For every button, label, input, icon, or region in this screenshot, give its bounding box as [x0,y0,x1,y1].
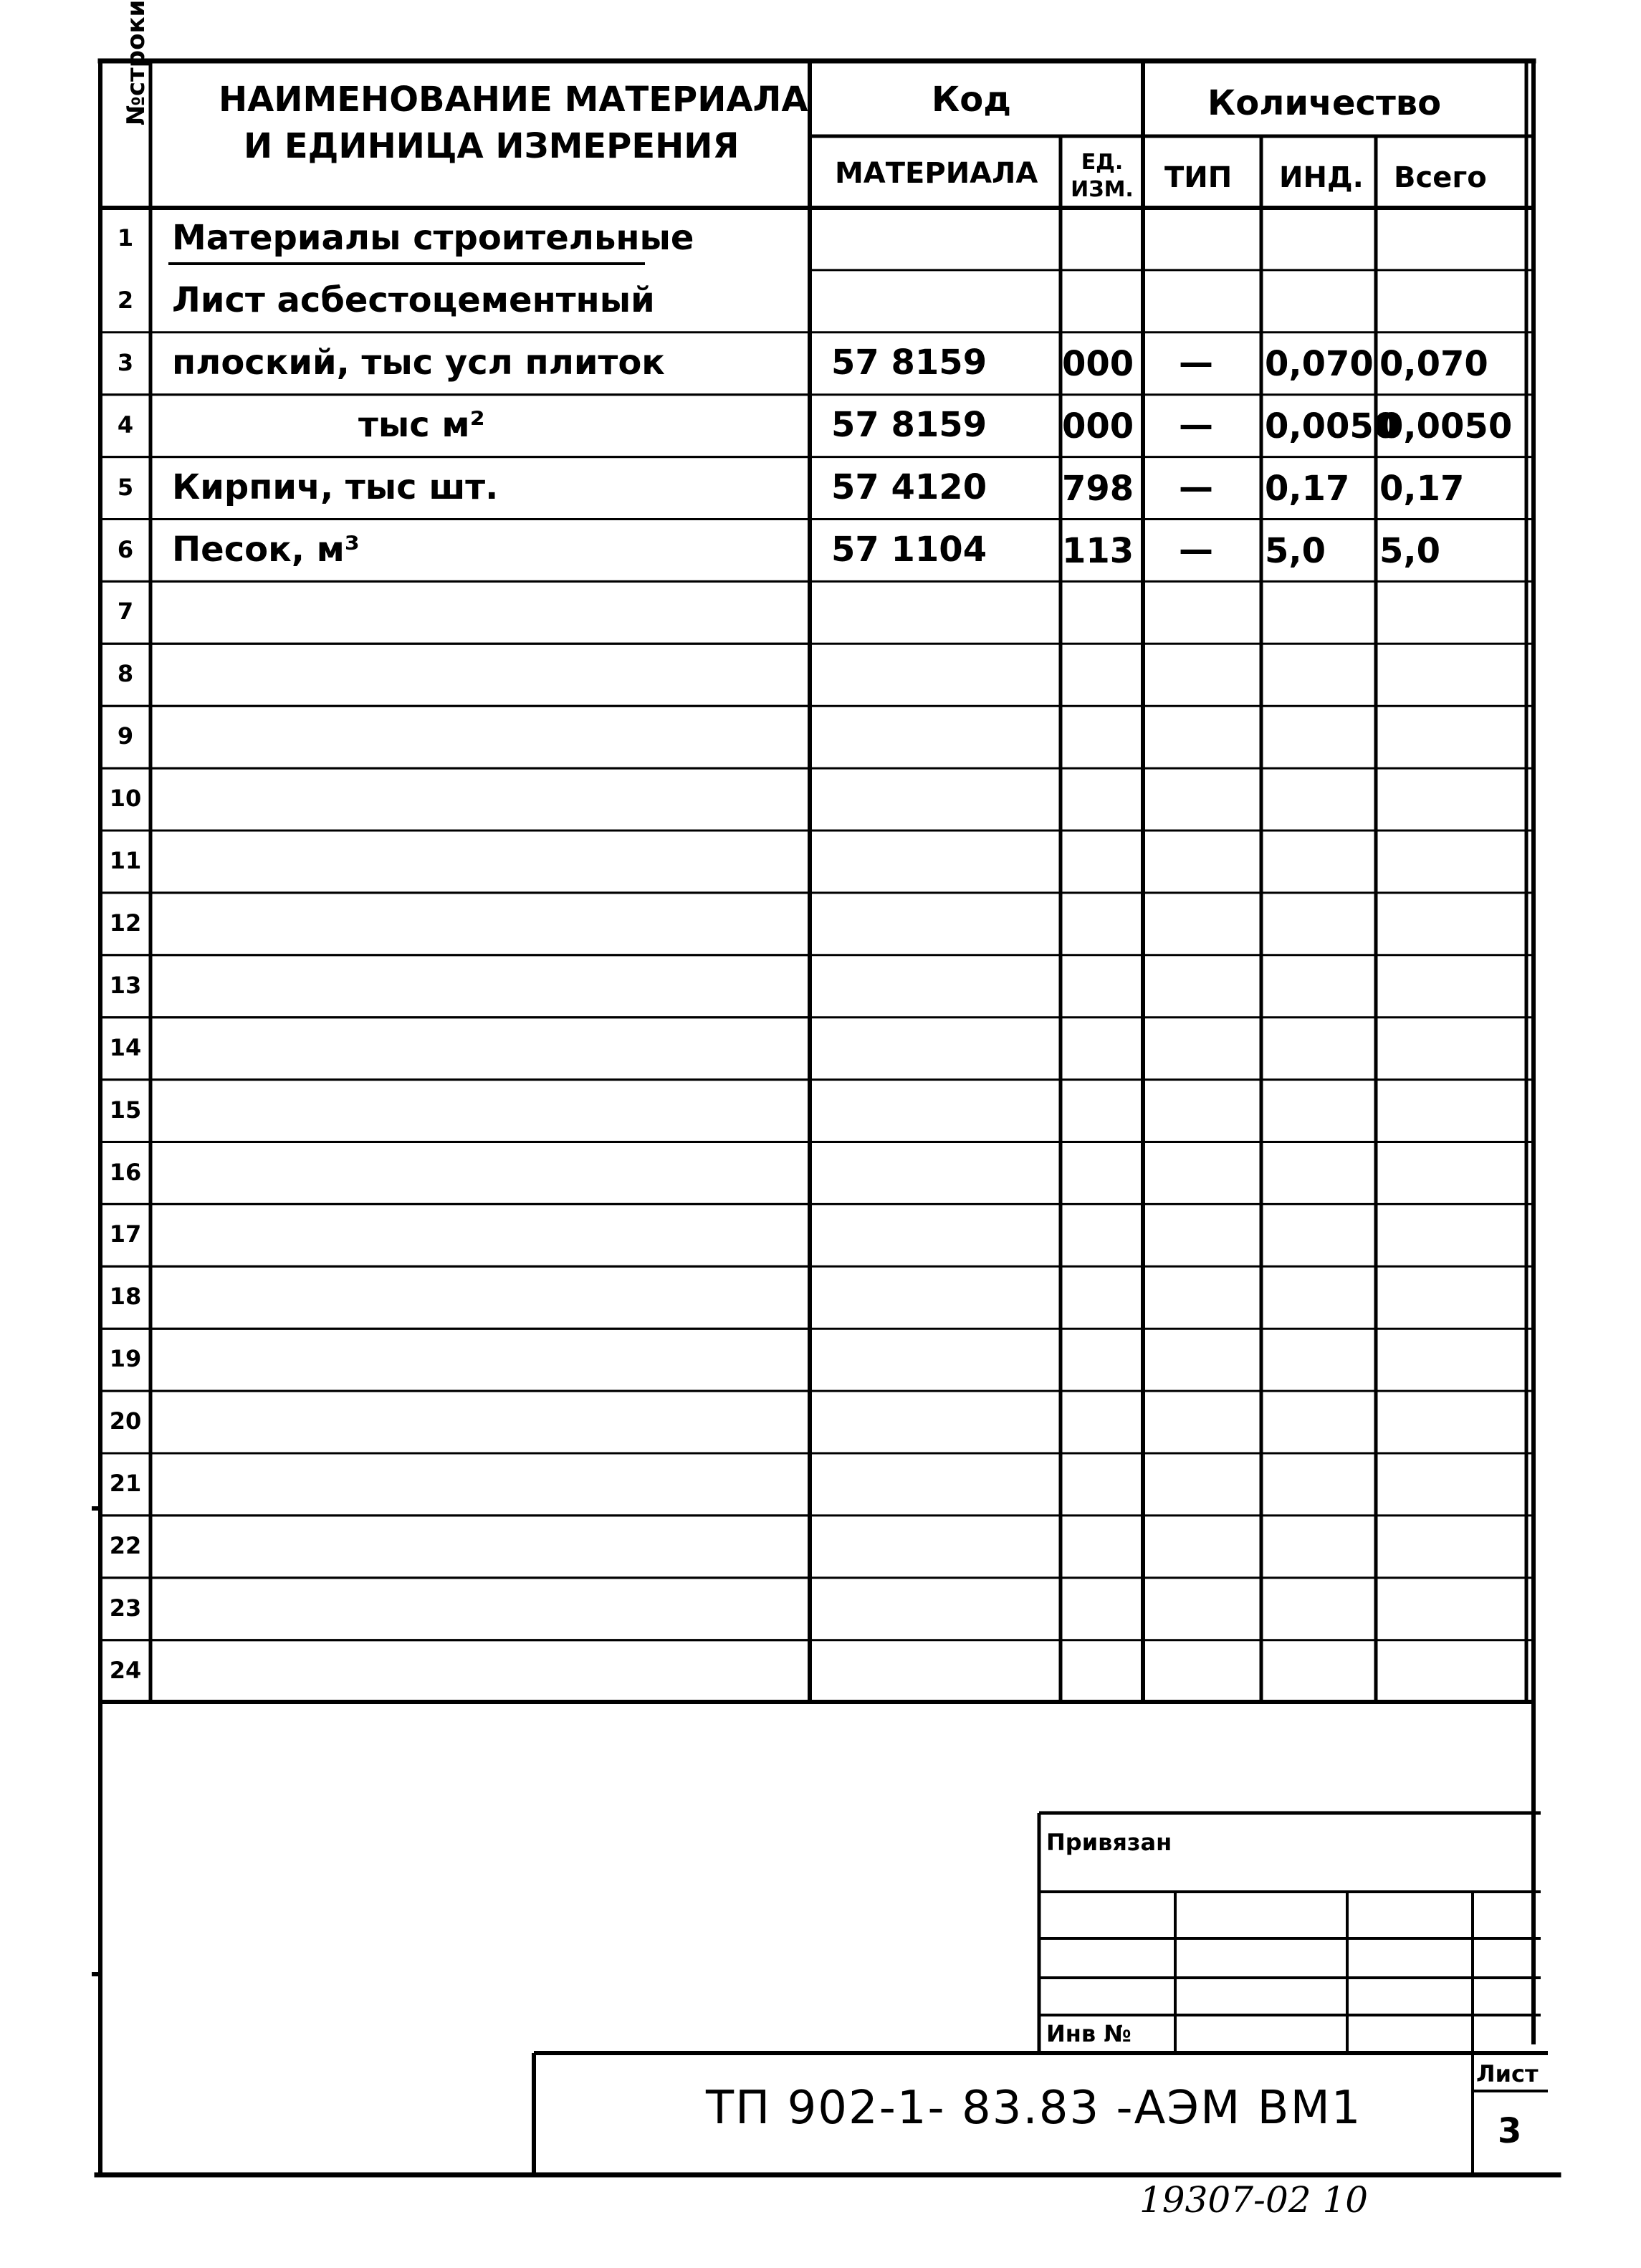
row-num-cell: 15 [109,1096,142,1124]
name-header-line2: И ЕДИНИЦА ИЗМЕРЕНИЯ [244,126,740,166]
quantity-group-header: Количество [1207,83,1442,123]
row-num-cell: 23 [109,1594,142,1622]
row-type-cell: — [1179,404,1213,445]
code-group-header: Код [932,80,1011,120]
sheet-label: Лист [1476,2060,1539,2087]
row-unit-cell: 000 [1062,343,1134,384]
archive-stamp: 19307-02 10 [1139,2179,1369,2221]
inventory-number-label: Инв № [1046,2020,1132,2047]
row-num-cell: 16 [109,1158,142,1186]
row-ind-cell: 0,17 [1265,468,1350,509]
sheet-number: 3 [1498,2111,1522,2151]
row-num-cell: 24 [109,1656,142,1684]
row-material-cell: 57 8159 [831,342,987,383]
row-num-cell: 2 [117,286,134,314]
material-code-header: МАТЕРИАЛА [835,157,1038,190]
total-header: Всего [1394,161,1487,194]
row-num-cell: 17 [109,1220,142,1248]
row-num-cell: 5 [117,473,134,501]
row-name-cell: Материалы строительные [172,218,694,258]
row-number-header: №строки [122,0,150,125]
unit-code-header-line1: ЕД. [1081,150,1124,175]
row-num-cell: 19 [109,1345,142,1373]
row-type-cell: — [1179,342,1213,383]
name-header-line1: НАИМЕНОВАНИЕ МАТЕРИАЛА [219,80,808,120]
type-header: ТИП [1164,161,1233,194]
bound-label: Привязан [1046,1829,1172,1856]
ind-header: ИНД. [1279,161,1364,194]
row-type-cell: — [1179,529,1213,570]
row-num-cell: 9 [117,722,134,750]
row-unit-cell: 000 [1062,406,1134,446]
row-type-cell: — [1179,466,1213,507]
row-unit-cell: 113 [1062,530,1134,571]
row-num-cell: 22 [109,1531,142,1559]
row-name-cell: Лист асбестоцементный [172,279,655,320]
row-ind-cell: 0,0050 [1265,406,1398,446]
row-num-cell: 18 [109,1283,142,1311]
row-ind-cell: 0,070 [1265,343,1374,384]
row-material-cell: 57 1104 [831,529,987,570]
row-total-cell: 0,0050 [1379,406,1513,446]
row-num-cell: 7 [117,598,134,626]
row-name-cell: плоский, тыс усл плиток [172,342,665,383]
row-name-cell: Кирпич, тыс шт. [172,466,499,507]
row-num-cell: 11 [109,847,142,874]
row-name-cell: Песок, м³ [172,529,360,570]
row-total-cell: 0,17 [1379,468,1465,509]
row-total-cell: 0,070 [1379,343,1488,384]
row-num-cell: 8 [117,660,134,688]
row-num-cell: 10 [109,785,142,813]
row-num-cell: 12 [109,909,142,937]
row-material-cell: 57 8159 [831,404,987,445]
row-num-cell: 21 [109,1470,142,1497]
row-num-cell: 6 [117,535,134,563]
row-material-cell: 57 4120 [831,466,987,507]
unit-code-header-line2: ИЗМ. [1071,177,1134,202]
row-num-cell: 3 [117,348,134,376]
row-num-cell: 1 [117,224,134,252]
document-code: ТП 902-1- 83.83 -АЭМ ВМ1 [706,2082,1362,2135]
row-unit-cell: 798 [1062,468,1134,509]
row-total-cell: 5,0 [1379,530,1441,571]
row-num-cell: 20 [109,1407,142,1435]
row-num-cell: 4 [117,411,134,439]
row-ind-cell: 5,0 [1265,530,1326,571]
row-num-cell: 14 [109,1033,142,1061]
row-num-cell: 13 [109,971,142,999]
row-name-cell: тыс м² [358,404,485,445]
